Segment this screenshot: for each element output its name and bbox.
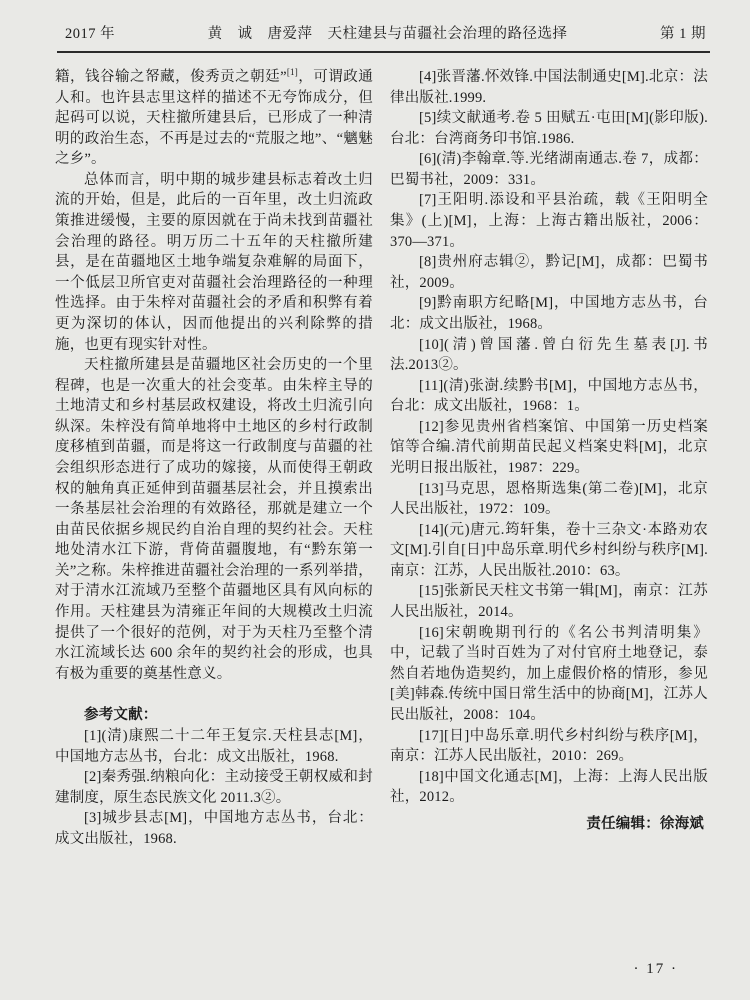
header-rule (57, 51, 710, 53)
reference-item: [12]参见贵州省档案馆、中国第一历史档案馆等合编.清代前期苗民起义档案史料[M]，北京光明日报出版社，1987：229。 (390, 418, 708, 476)
reference-item: [8]贵州府志辑②，黔记[M]，成都：巴蜀书社，2009。 (390, 254, 708, 291)
header-issue-number: 第 1 期 (660, 26, 706, 42)
header-article-title: 黄 诚 唐爱萍 天柱建县与苗疆社会治理的路径选择 (207, 26, 568, 42)
page-footer (634, 961, 679, 978)
editor-credit: 责任编辑：徐海斌 (586, 816, 704, 833)
references-heading: 参考文献： (84, 707, 158, 724)
running-head (55, 14, 710, 43)
paragraph-text: ，可谓政通人和。也许县志里这样的描述不无夸饰成分，但起码可以说，天柱撤所建县后，已形成了一种清明的政治生态，不再是过去的“荒服之地”、“魑魅之乡”。 (55, 69, 373, 168)
reference-item: [3]城步县志[M]，中国地方志丛书，台北：成文出版社，1968. (55, 810, 373, 847)
footnote-reference: [1] (286, 67, 298, 78)
reference-item: [9]黔南职方纪略[M]，中国地方志丛书，台北：成文出版社，1968。 (390, 295, 708, 332)
references-list-left (55, 726, 373, 849)
right-column (390, 67, 708, 849)
reference-item: [17][日]中岛乐章.明代乡村纠纷与秩序[M]，南京：江苏人民出版社，2010：269。 (390, 727, 708, 765)
reference-item: [18]中国文化通志[M]，上海：上海人民出版社，2012。 (390, 768, 708, 806)
paragraph-text: 籍，钱谷输之帑藏，俊秀贡之朝廷” (55, 69, 287, 85)
header-year: 2017 年 (65, 26, 116, 42)
page-number: · 17 · (633, 961, 678, 977)
reference-item: [4]张晋藩.怀效锋.中国法制通史[M].北京：法律出版社.1999. (390, 69, 708, 106)
left-column (55, 67, 373, 849)
body-paragraph-continuation (55, 67, 373, 170)
reference-item: [6](清)李翰章.等.光绪湖南通志.卷 7，成都：巴蜀书社，2009：331。 (390, 151, 708, 188)
two-column-body (55, 67, 710, 849)
reference-item: [15]张新民天柱文书第一辑[M]，南京：江苏人民出版社，2014。 (390, 583, 708, 621)
reference-item: [11](清)张澍.续黔书[M]，中国地方志丛书，台北：成文出版社，1968：1。 (390, 377, 708, 415)
reference-item: [1](清)康熙二十二年王复宗.天柱县志[M]，中国地方志丛书，台北：成文出版社，1968. (55, 727, 373, 765)
reference-item: [14](元)唐元.筠轩集，卷十三杂文·本路劝农文[M].引自[日]中岛乐章.明代乡村纠纷与秩序[M].南京：江苏，人民出版社.2010：63。 (390, 521, 708, 579)
reference-item: [7]王阳明.添设和平县治疏，载《王阳明全集》(上)[M]，上海：上海古籍出版社，2006：370—371。 (390, 192, 708, 250)
reference-item: [5]续文献通考.卷 5 田赋五·屯田[M](影印版).台北：台湾商务印书馆.1986. (390, 110, 708, 147)
reference-item: [2]秦秀强.纳粮向化：主动接受王朝权威和封建制度，原生态民族文化 2011.3②。 (55, 769, 373, 806)
reference-item: [13]马克思，恩格斯选集(第二卷)[M]，北京人民出版社，1972：109。 (390, 480, 708, 518)
references-list-right (390, 67, 708, 808)
body-paragraph: 总体而言，明中期的城步建县标志着改土归流的开始，但是，此后的一百年里，改土归流政策推进缓慢，主要的原因就在于尚未找到苗疆社会治理的路径。明万历二十五年的天柱撤所建县，是在苗疆地区土地争端复杂难解的局面下，一个低层卫所官吏对苗疆社会治理路径的一种理性选择。由于朱梓对苗疆社会的矛盾和积弊有着更为深切的体认，因而他提出的兴利除弊的措施，也更有现实针对性。 (55, 171, 373, 353)
reference-item: [16]宋朝晚期刊行的《名公书判清明集》中，记载了当时百姓为了对付官府土地登记，泰然自若地伪造契约，加上虚假价格的情形，参见[美]韩森.传统中国日常生活中的协商[M]，江苏人民出版社，2008：104。 (390, 624, 708, 723)
body-paragraph: 天柱撤所建县是苗疆地区社会历史的一个里程碑，也是一次重大的社会变革。由朱梓主导的土地清丈和乡村基层政权建设，将改土归流引向纵深。朱梓没有简单地将中土地区的乡村行政制度移植到苗疆，而是将这一行政制度与苗疆的社会组织形态进行了成功的嫁接，从而使得王朝政权的触角真正延伸到苗疆基层社会，并且摸索出一条基层社会治理的有效路径，那就是建立一个由苗民依据乡规民约自治自理的契约社会。天柱地处清水江下游，背倚苗疆腹地，有“黔东第一关”之称。朱梓推进苗疆社会治理的一系列举措，对于清水江流域乃至整个苗疆地区具有风向标的作用。天柱建县为清雍正年间的大规模改土归流提供了一个很好的范例，对于为天柱乃至整个清水江流域长达 600 余年的契约社会的形成，也具有极为重要的奠基性意义。 (55, 357, 373, 682)
reference-item: [10](清)曾国藩.曾白衍先生墓表[J].书法.2013②。 (390, 336, 708, 374)
